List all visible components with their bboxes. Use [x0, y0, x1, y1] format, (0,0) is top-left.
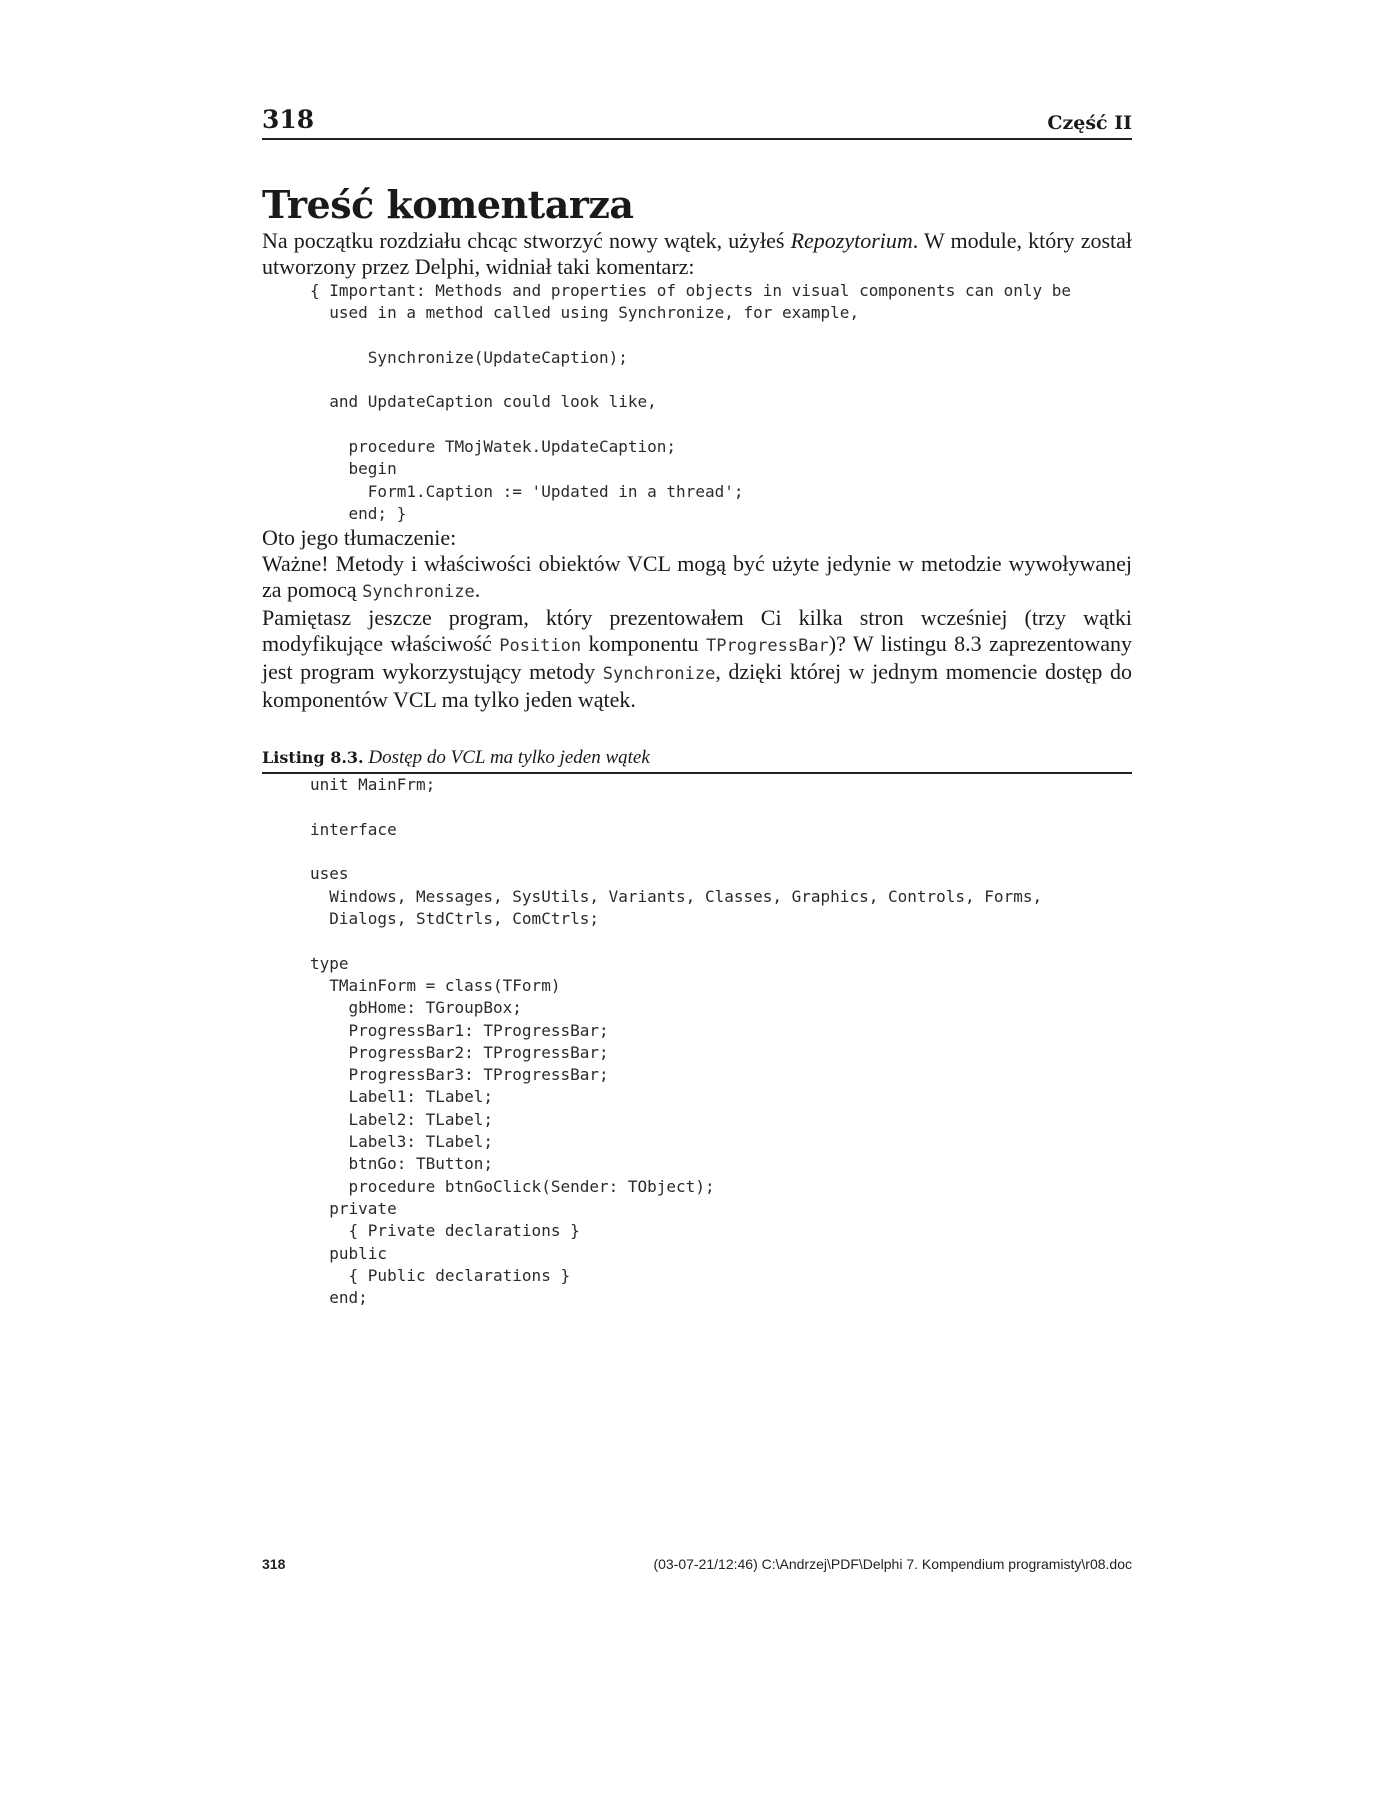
repository-term: Repozytorium [790, 228, 913, 253]
translation-text: Ważne! Metody i właściwości obiektów VCL mogą być użyte jedynie w metodzie wywoływanej za pomocą [262, 551, 1132, 603]
paragraph-translation-intro: Oto jego tłumaczenie: [262, 525, 457, 551]
paragraph-intro [262, 228, 1132, 280]
inline-code-synchronize: Synchronize [362, 582, 475, 603]
listing-label: Listing 8.3. [262, 748, 364, 768]
desc-text-3: )? W listingu 8.3 zaprezentowany jest program wykorzystujący metody [262, 631, 1132, 685]
page [262, 98, 1132, 1309]
paragraph-intro-text: Na początku rozdziału chcąc stworzyć nowy wątek, użyłeś [262, 228, 791, 253]
paragraph-translation [262, 551, 1132, 605]
part-label: Część II [1047, 112, 1132, 134]
paragraph-program-description [262, 605, 1132, 713]
paragraph-intro-end: . W module, który został utworzony przez Delphi, widniał taki komentarz: [262, 228, 1133, 279]
section-title: Treść komentarza [262, 182, 634, 227]
page-number: 318 [262, 105, 315, 134]
desc-text-1: Pamiętasz jeszcze program, który prezentowałem Ci kilka stron wcześniej (trzy wątki modyfikujące właściwość [262, 605, 1132, 657]
listing-code: unit MainFrm; interface uses Windows, Messages, SysUtils, Variants, Classes, Graphics, Controls, Forms, Dialogs, StdCtrls, ComCtrls; type TMainForm = class(TForm) gbHome: TGroupBox; ProgressBar1: TProgressBar; ProgressBar2: TProgressBar; ProgressBar3: TProgressBar; Label1: TLabel; Label2: TLabel; Label3: TLabel; btnGo: TButton; procedure btnGoClick(Sender: TObject); private { Private declarations } public { Public declarations } end; [310, 775, 1043, 1308]
footer-file-info: (03-07-21/12:46) C:\Andrzej\PDF\Delphi 7. Kompendium programisty\r08.doc [653, 1556, 1132, 1572]
listing-caption [262, 747, 1132, 774]
desc-text-4: , dzięki której w jednym momencie dostęp do komponentów VCL ma tylko jeden wątek. [262, 659, 1132, 713]
desc-text-2: komponentu [581, 631, 706, 657]
footer-page-number: 318 [262, 1556, 286, 1572]
translation-end: . [474, 577, 481, 603]
running-header [262, 98, 1132, 140]
delphi-comment-code: { Important: Methods and properties of objects in visual components can only be used in a method called using Synchronize, for example, Synchronize(UpdateCaption); and UpdateCaption could look like, procedure TMojWatek.UpdateCaption; begin Form1.Caption := 'Updated in a thread'; end; } [310, 281, 1071, 523]
inline-code-tprogressbar: TProgressBar [705, 636, 829, 657]
page-footer [262, 1556, 1132, 1572]
inline-code-synchronize-2: Synchronize [602, 664, 716, 685]
listing-title: Dostęp do VCL ma tylko jeden wątek [368, 747, 650, 769]
inline-code-position: Position [499, 636, 582, 657]
